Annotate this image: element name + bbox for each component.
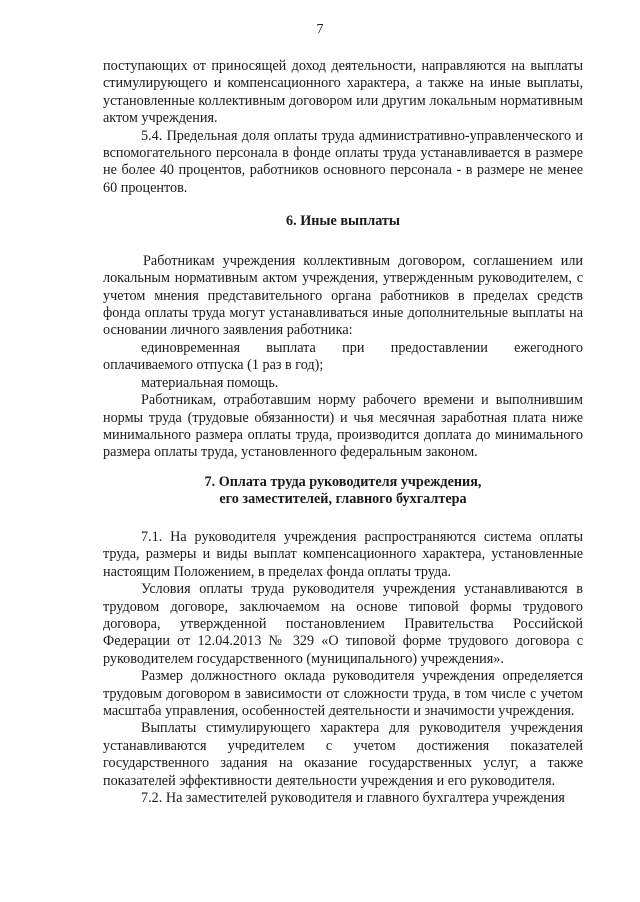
document-body [103,58,583,807]
section-6-list-item-1: единовременная выплата при предоставлении ежегодного оплачиваемого отпуска (1 раз в год); [103,339,583,374]
section-6-heading: 6. Иные выплаты [286,213,400,230]
section-6-paragraph-1: Работникам учреждения коллективным договором, соглашением или локальным нормативным актом учреждения, утвержденным руководителем, с учетом мнения представительного органа работников в пределах средств фонда оплаты труда могут устанавливаться иные дополнительные выплаты на основании личного заявления работника: [103,252,583,339]
section-7-heading-line-2: его заместителей, главного бухгалтера [219,491,467,508]
section-6-paragraph-2: Работникам, отработавшим норму рабочего времени и выполнившим нормы труда (трудовые обязанности) и чья месячная заработная плата ниже минимального размера оплаты труда, производится доплата до минимального размера оплаты труда, установленного федеральным законом. [103,392,583,461]
section-7-heading [103,474,583,509]
continuation-paragraph: поступающих от приносящей доход деятельности, направляются на выплаты стимулирующего и компенсационного характера, а также на иные выплаты, установленные коллективным договором или другим локальным нормативным актом учреждения. [103,58,583,127]
paragraph-7-2: 7.2. На заместителей руководителя и главного бухгалтера учреждения [141,790,565,806]
section-6-list-item-2: материальная помощь. [141,374,279,391]
section-7-paragraph-4: Выплаты стимулирующего характера для руководителя учреждения устанавливаются учредителем с учетом достижения показателей государственного задания на оказание государственных услуг, а также показателей эффективности деятельности учреждения и его руководителя. [103,720,583,789]
section-7-heading-line-1: 7. Оплата труда руководителя учреждения, [204,473,482,490]
page-number: 7 [316,22,324,37]
paragraph-5-4: 5.4. Предельная доля оплаты труда административно-управленческого и вспомогательного персонала в фонде оплаты труда устанавливается в размере не более 40 процентов, работников основного персонала - в размере не менее 60 процентов. [103,127,583,196]
paragraph-7-1: 7.1. На руководителя учреждения распространяются система оплаты труда, размеры и виды выплат компенсационного характера, установленные настоящим Положением, в пределах фонда оплаты труда. [103,528,583,580]
section-7-paragraph-3: Размер должностного оклада руководителя учреждения определяется трудовым договором в зависимости от сложности труда, в том числе с учетом масштаба управления, особенностей деятельности и значимости учреждения. [103,668,583,719]
section-7-paragraph-2: Условия оплаты труда руководителя учреждения устанавливаются в трудовом договоре, заключаемом на основе типовой формы трудового договора, утвержденной постановлением Правительства Российской Федерации от 12.04.2013 № 329 «О типовой форме трудового договора с руководителем государственного (муниципального) учреждения». [103,581,583,667]
